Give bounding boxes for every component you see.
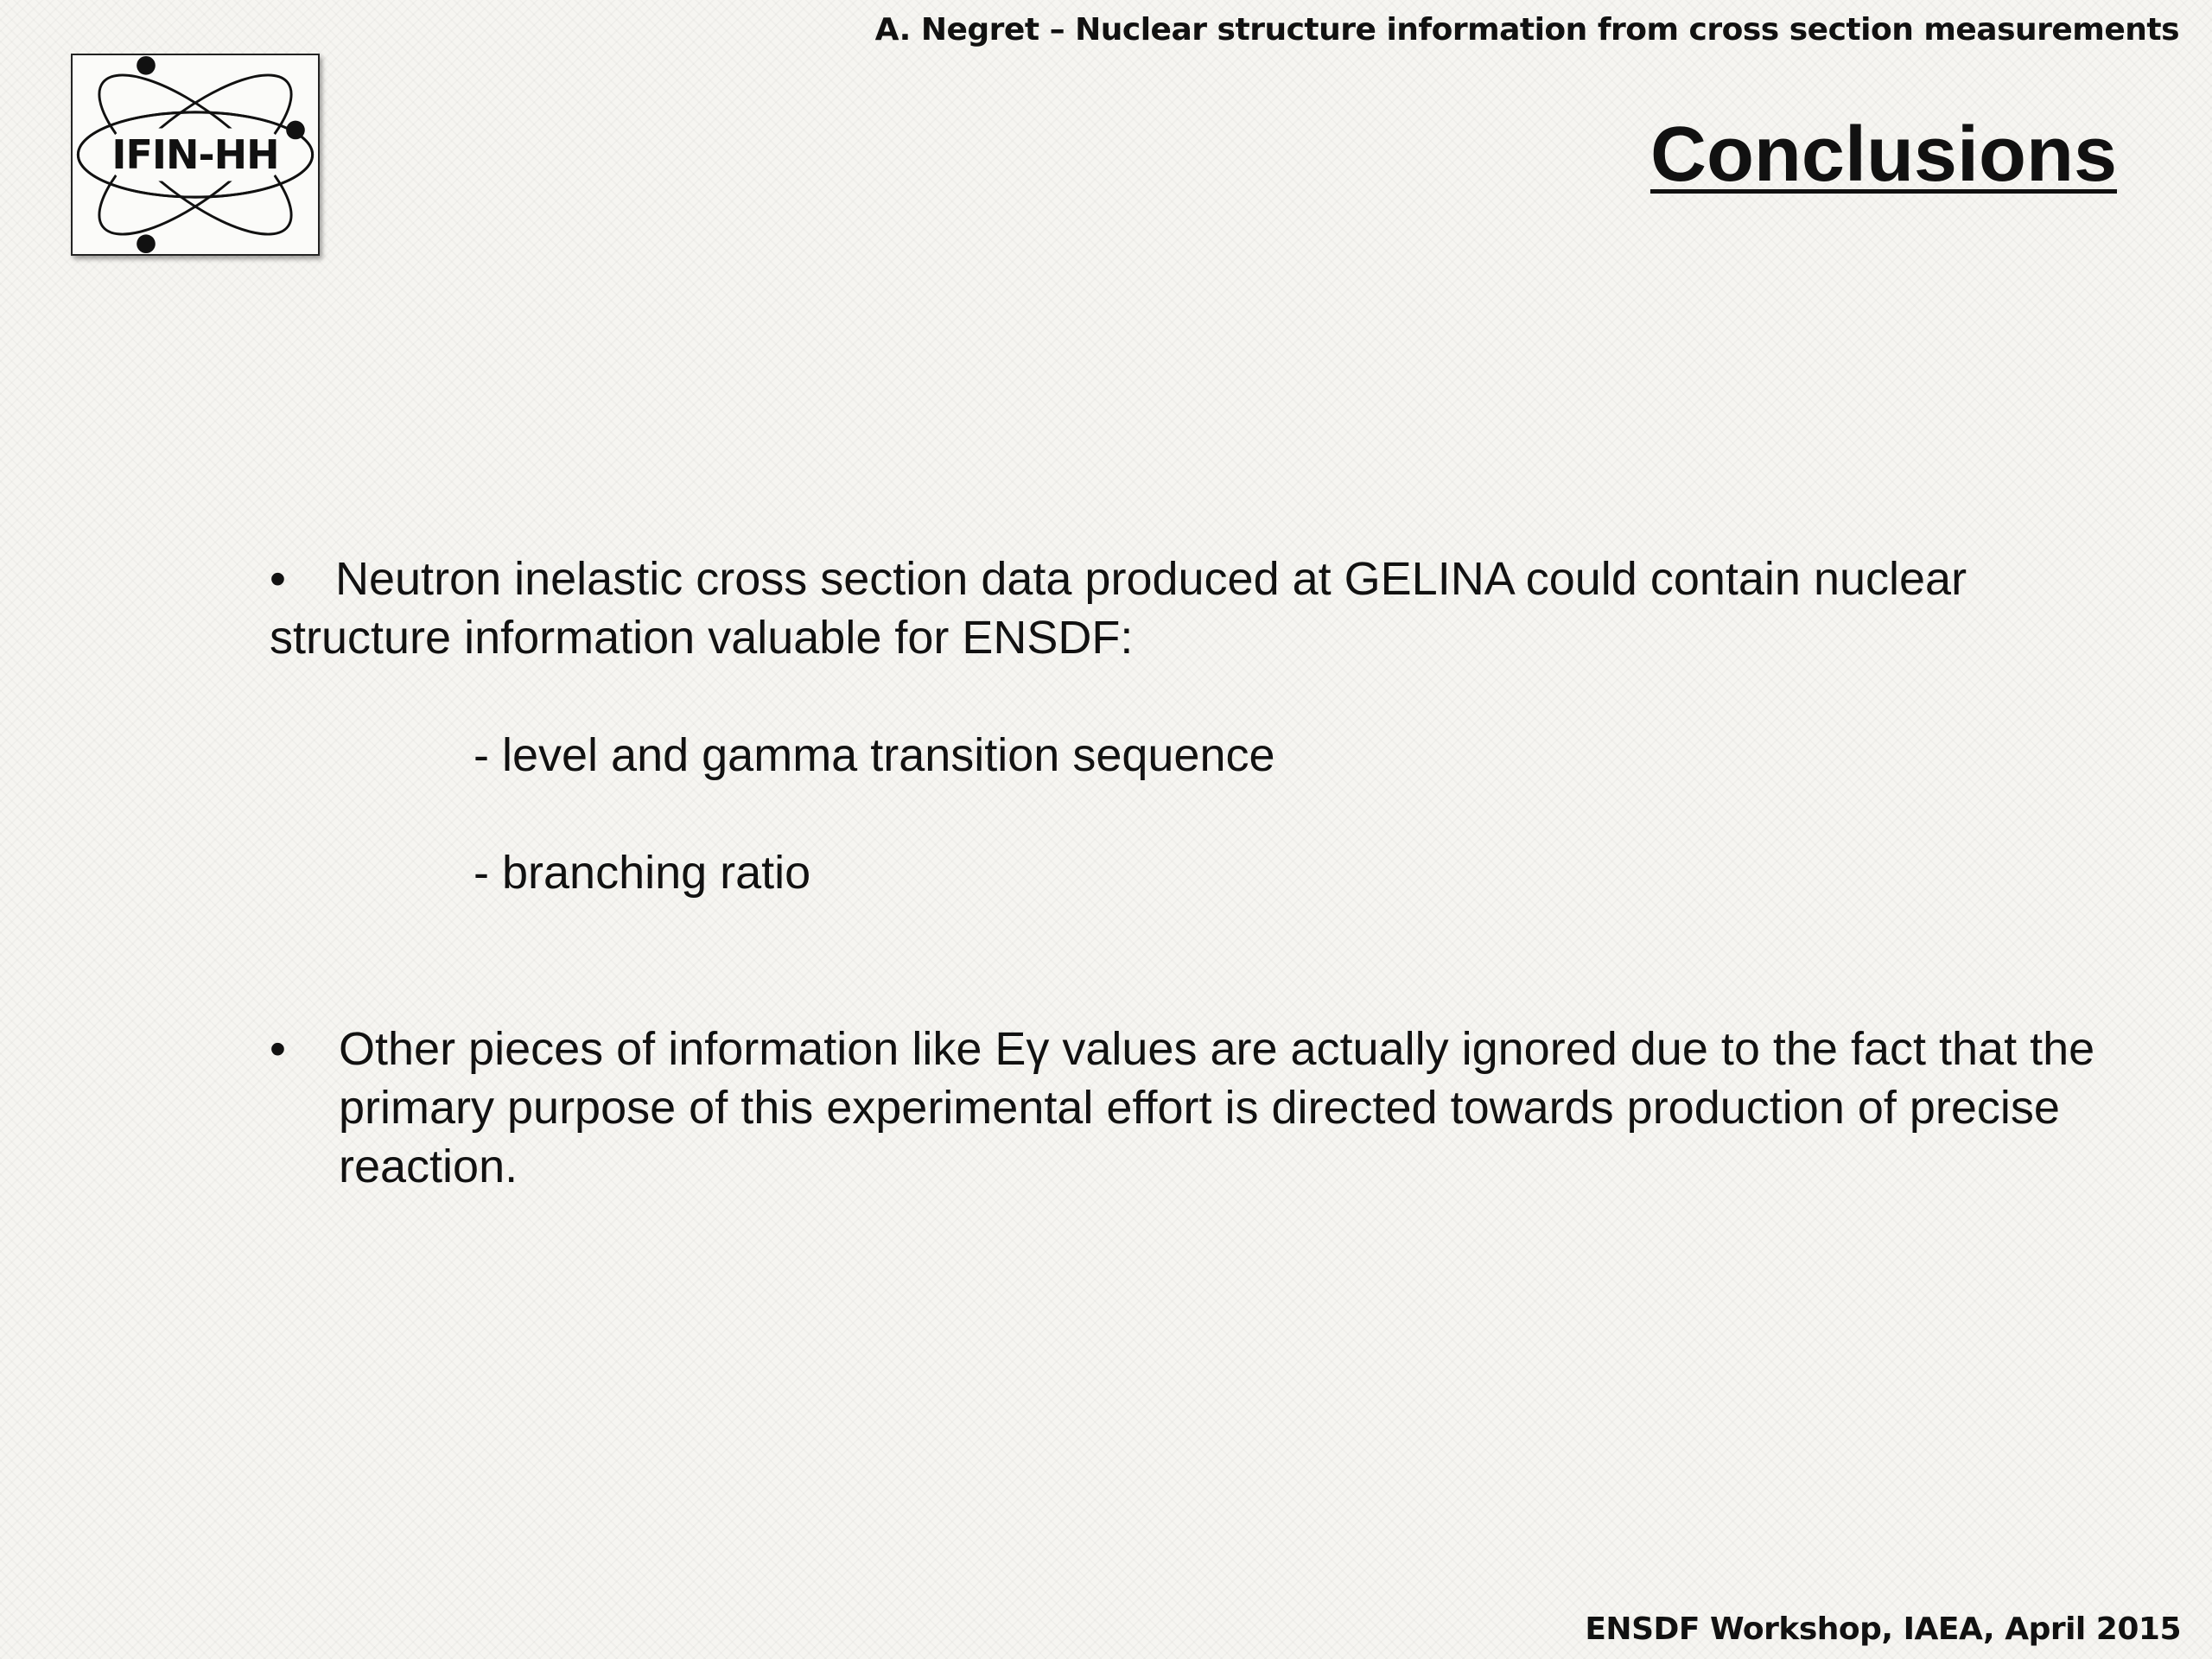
bullet-item-1	[270, 550, 2084, 667]
slide-footer: ENSDF Workshop, IAEA, April 2015	[1585, 1611, 2181, 1647]
slide-title: Conclusions	[1649, 111, 2117, 198]
sub-item: - level and gamma transition sequence	[474, 729, 1275, 781]
bullet-item-2	[270, 1020, 2101, 1196]
slide-header: A. Negret – Nuclear structure information from cross section measurements	[874, 12, 2179, 48]
bullet-item-2-text: Other pieces of information like Eγ values are actually ignored due to the fact that the primary purpose of this experimental effort is directed towards production of precise reaction.	[339, 1023, 2095, 1192]
ifin-hh-logo	[71, 54, 320, 256]
sub-item: - branching ratio	[474, 847, 811, 899]
logo-text: IFIN-HH	[111, 131, 279, 178]
bullet-item-1-text: Neutron inelastic cross section data produced at GELINA could contain nuclear structure information valuable for ENSDF:	[270, 553, 1967, 664]
bullet-mark: •	[270, 1023, 286, 1075]
bullet-mark: •	[270, 553, 286, 605]
slide-body	[270, 550, 2095, 1243]
